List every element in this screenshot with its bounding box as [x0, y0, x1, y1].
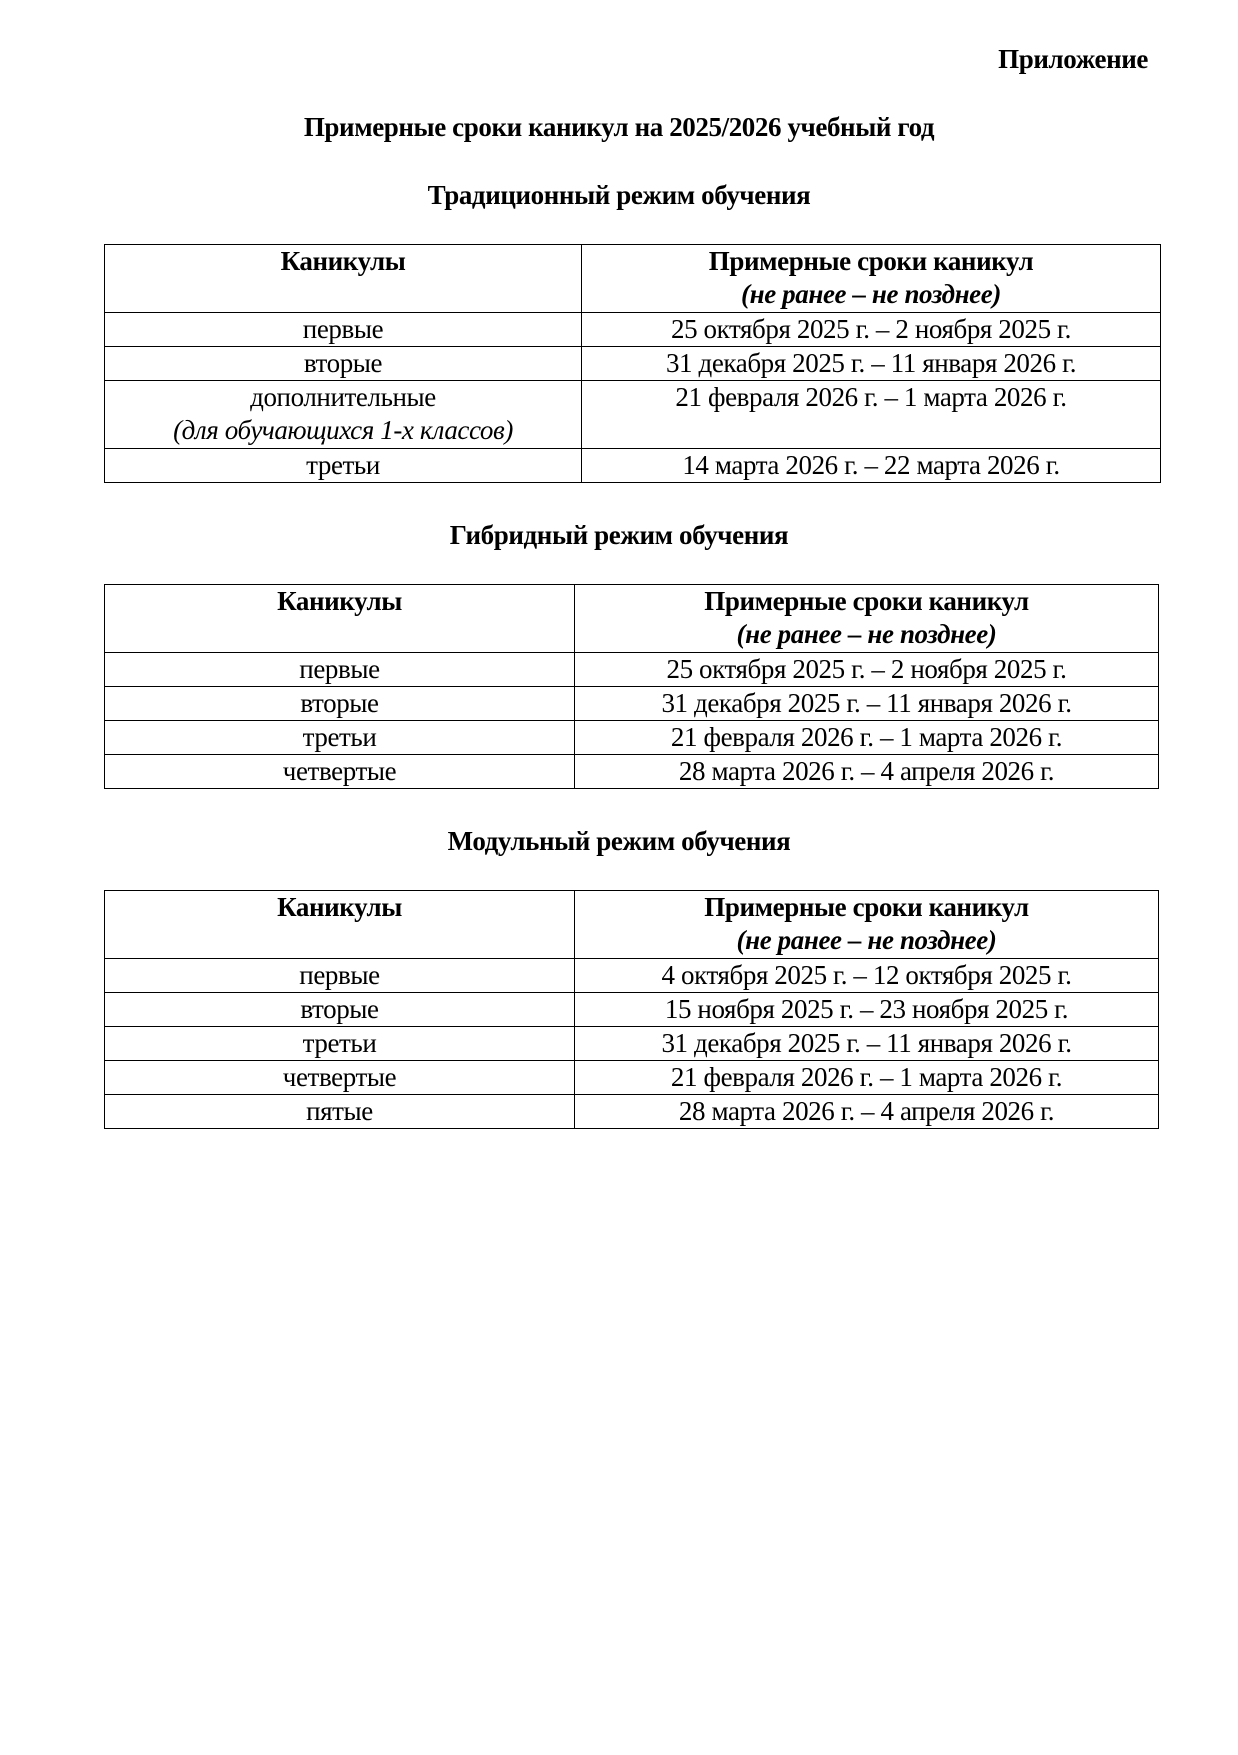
section-title-traditional: Традиционный режим обучения	[427, 180, 811, 210]
vacation-name: третьи	[105, 449, 582, 483]
vacation-table-traditional	[104, 244, 1161, 483]
vacation-name	[105, 381, 582, 449]
table-header-row	[105, 585, 1159, 653]
header-vacations: Каникулы	[105, 585, 575, 653]
header-dates	[575, 585, 1159, 653]
table-row	[105, 993, 1159, 1027]
vacation-dates: 31 декабря 2025 г. – 11 января 2026 г.	[575, 687, 1159, 721]
vacation-dates: 21 февраля 2026 г. – 1 марта 2026 г.	[575, 1061, 1159, 1095]
table-row	[105, 449, 1161, 483]
vacation-name: первые	[105, 653, 575, 687]
table-row	[105, 313, 1161, 347]
header-dates-label: Примерные сроки каникул	[708, 246, 1034, 276]
header-dates	[582, 245, 1161, 313]
table-row	[105, 1027, 1159, 1061]
table-row	[105, 1095, 1159, 1129]
header-dates	[575, 891, 1159, 959]
vacation-name: третьи	[105, 721, 575, 755]
document-title: Примерные сроки каникул на 2025/2026 учебный год	[303, 112, 935, 142]
vacation-dates: 31 декабря 2025 г. – 11 января 2026 г.	[582, 347, 1161, 381]
table-row	[105, 959, 1159, 993]
vacation-table-hybrid	[104, 584, 1159, 789]
table-row	[105, 687, 1159, 721]
vacation-dates: 25 октября 2025 г. – 2 ноября 2025 г.	[575, 653, 1159, 687]
vacation-name: первые	[105, 959, 575, 993]
vacation-name: первые	[105, 313, 582, 347]
vacation-dates: 28 марта 2026 г. – 4 апреля 2026 г.	[575, 1095, 1159, 1129]
vacation-name: вторые	[105, 687, 575, 721]
vacation-dates: 21 февраля 2026 г. – 1 марта 2026 г.	[575, 721, 1159, 755]
vacation-note: (для обучающихся 1-х классов)	[173, 415, 513, 445]
header-dates-label: Примерные сроки каникул	[704, 892, 1029, 922]
table-row	[105, 653, 1159, 687]
vacation-name: пятые	[105, 1095, 575, 1129]
vacation-name: вторые	[105, 347, 582, 381]
header-dates-sub: (не ранее – не позднее)	[736, 925, 997, 955]
vacation-table-modular	[104, 890, 1159, 1129]
header-vacations: Каникулы	[105, 891, 575, 959]
vacation-name: четвертые	[105, 1061, 575, 1095]
vacation-name-label: дополнительные	[250, 382, 436, 412]
table-row	[105, 381, 1161, 449]
vacation-dates: 28 марта 2026 г. – 4 апреля 2026 г.	[575, 755, 1159, 789]
table-header-row	[105, 245, 1161, 313]
appendix-label: Приложение	[998, 44, 1148, 74]
vacation-name: третьи	[105, 1027, 575, 1061]
vacation-dates: 14 марта 2026 г. – 22 марта 2026 г.	[582, 449, 1161, 483]
table-row	[105, 347, 1161, 381]
header-dates-sub: (не ранее – не позднее)	[736, 619, 997, 649]
section-title-hybrid: Гибридный режим обучения	[449, 520, 789, 550]
vacation-name: вторые	[105, 993, 575, 1027]
table-header-row	[105, 891, 1159, 959]
header-vacations: Каникулы	[105, 245, 582, 313]
vacation-dates: 21 февраля 2026 г. – 1 марта 2026 г.	[582, 381, 1161, 449]
vacation-dates: 15 ноября 2025 г. – 23 ноября 2025 г.	[575, 993, 1159, 1027]
vacation-dates: 4 октября 2025 г. – 12 октября 2025 г.	[575, 959, 1159, 993]
vacation-dates: 25 октября 2025 г. – 2 ноября 2025 г.	[582, 313, 1161, 347]
vacation-name: четвертые	[105, 755, 575, 789]
table-row	[105, 721, 1159, 755]
header-dates-sub: (не ранее – не позднее)	[741, 279, 1001, 309]
table-row	[105, 1061, 1159, 1095]
header-dates-label: Примерные сроки каникул	[704, 586, 1029, 616]
section-title-modular: Модульный режим обучения	[447, 826, 791, 856]
table-row	[105, 755, 1159, 789]
vacation-dates: 31 декабря 2025 г. – 11 января 2026 г.	[575, 1027, 1159, 1061]
